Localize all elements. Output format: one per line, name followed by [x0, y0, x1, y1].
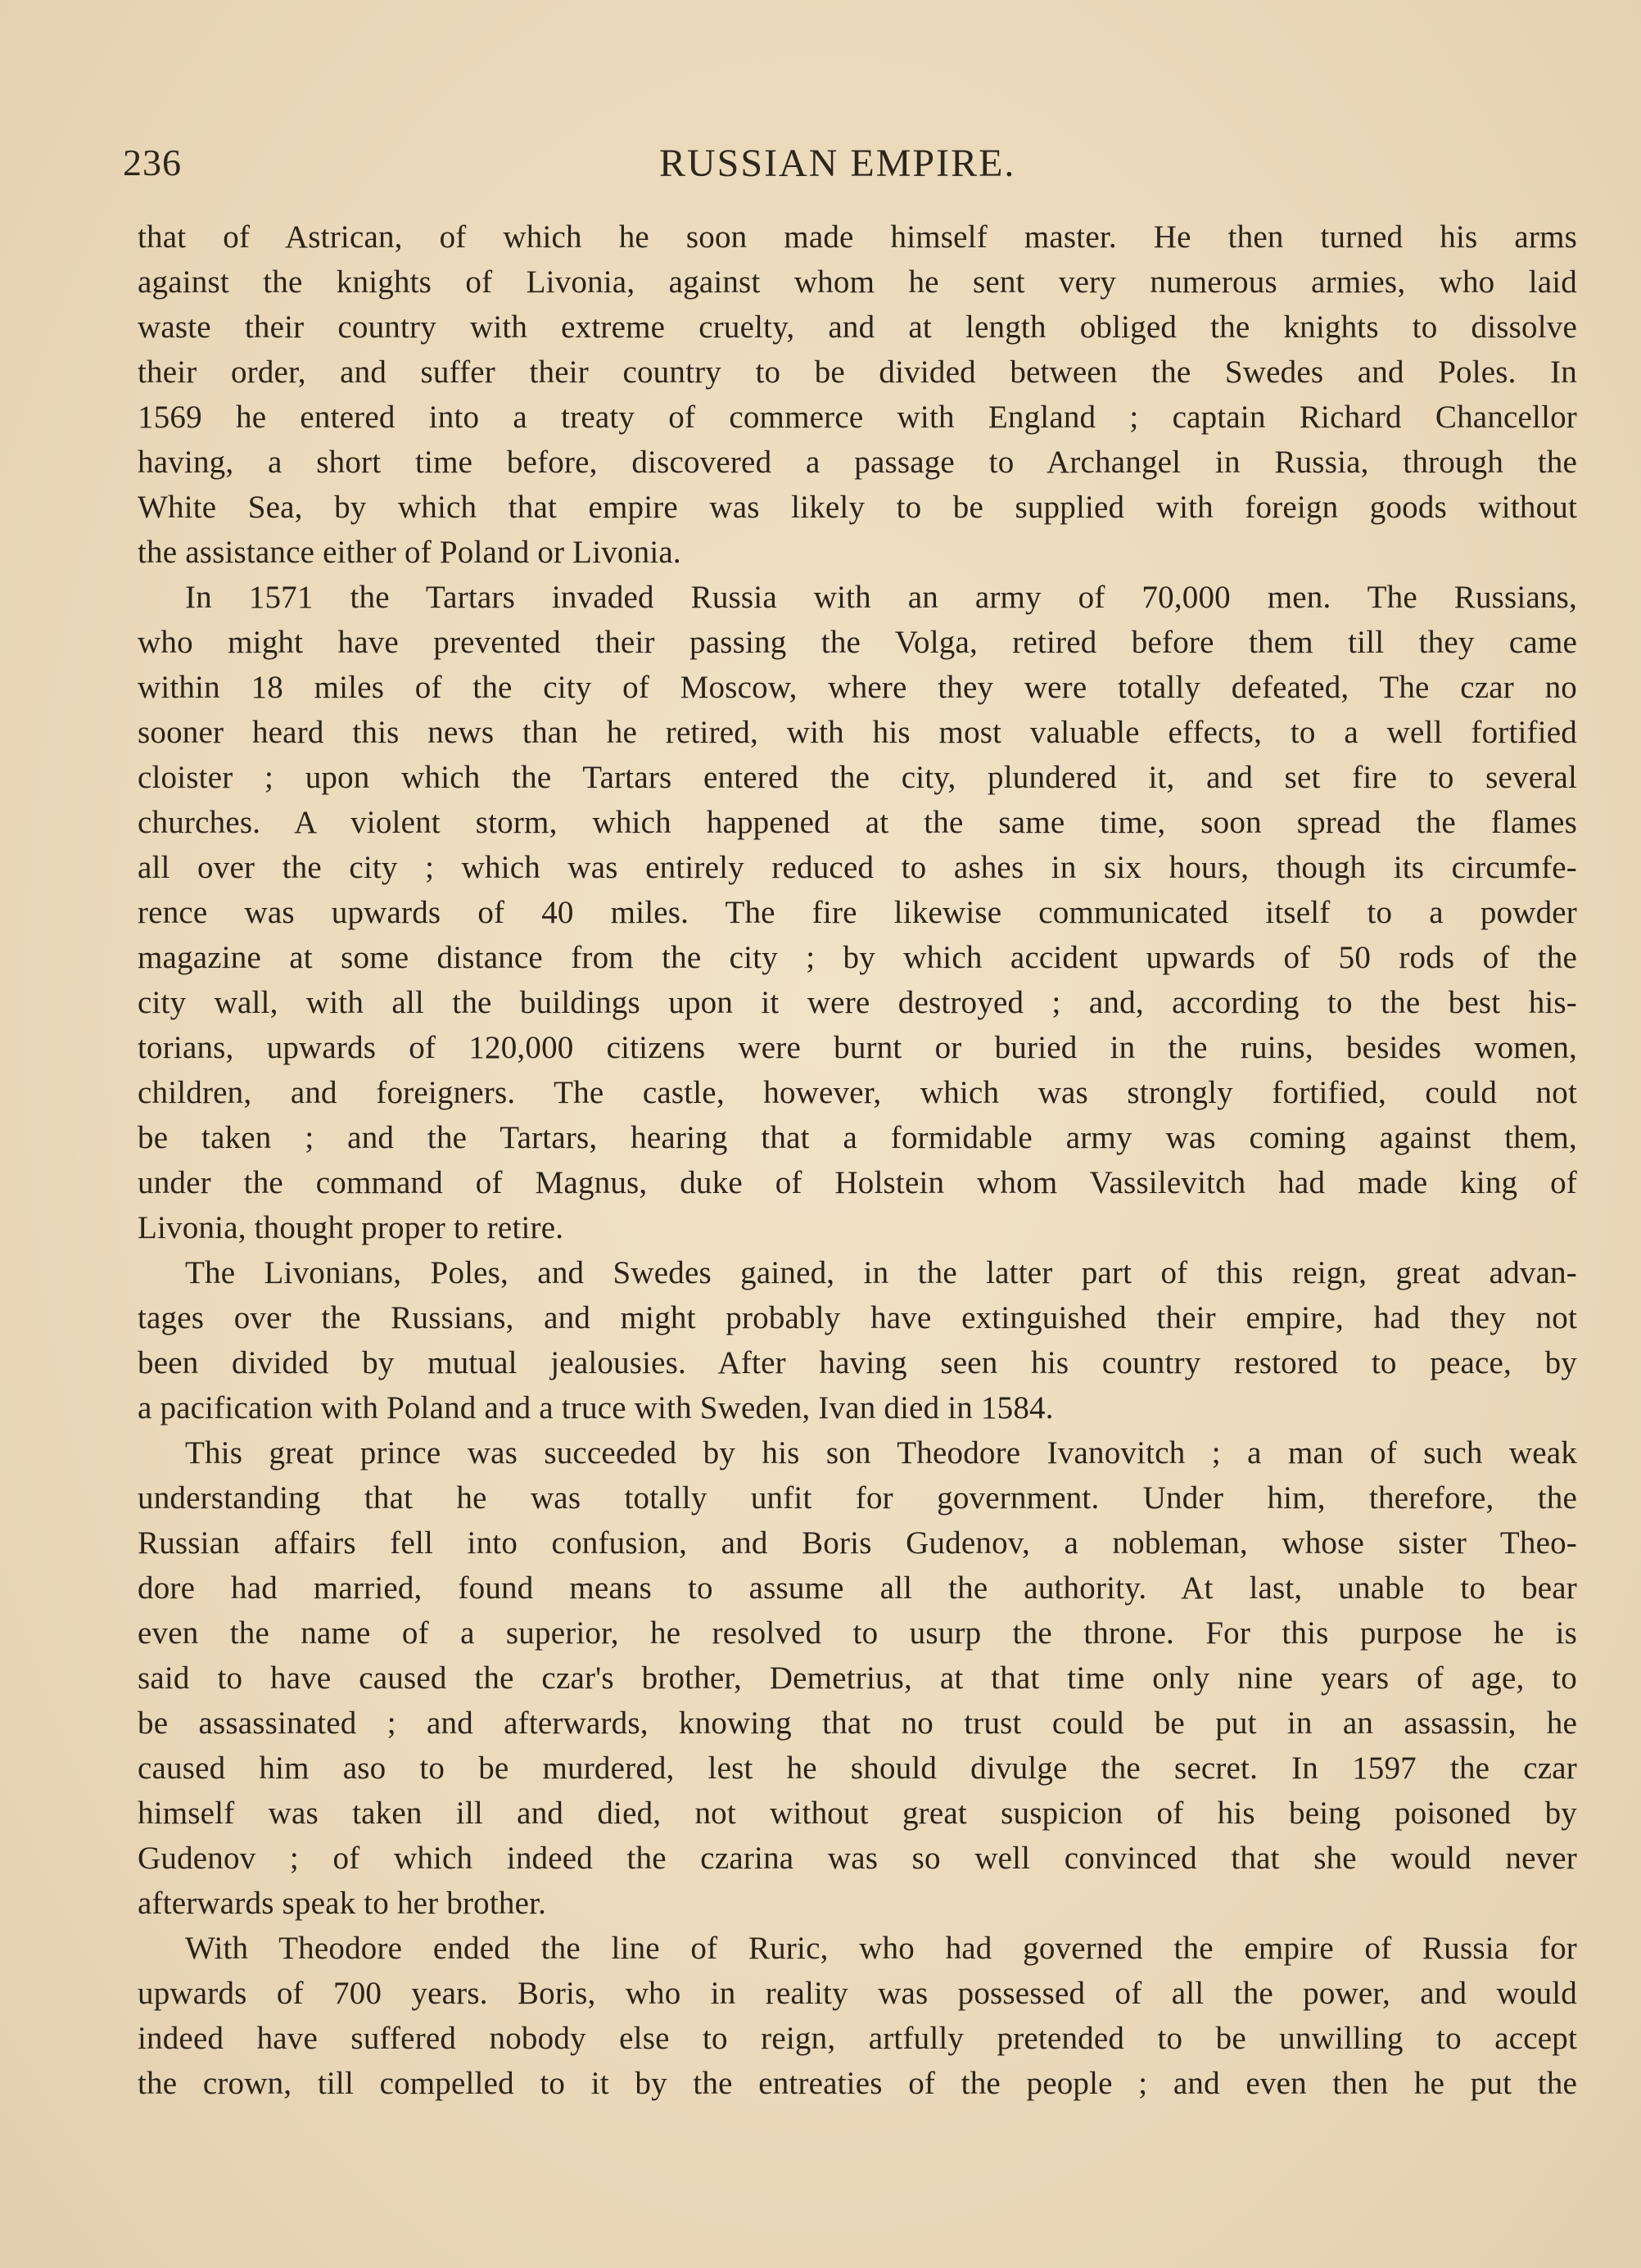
text-line: the crown, till compelled to it by the entreaties of the people ; and even then he put the [138, 2066, 1577, 2101]
text-line: This great prince was succeeded by his son Theodore Ivanovitch ; a man of such weak [185, 1435, 1577, 1471]
text-line: waste their country with extreme cruelty, and at length obliged the knights to dissolve [138, 309, 1577, 345]
text-line: under the command of Magnus, duke of Holstein whom Vassilevitch had made king of [138, 1165, 1577, 1200]
text-line: their order, and suffer their country to be divided between the Swedes and Poles. In [138, 355, 1577, 390]
text-line: even the name of a superior, he resolved to usurp the throne. For this purpose he is [138, 1615, 1577, 1651]
page-header [123, 141, 1580, 198]
text-line: understanding that he was totally unfit for government. Under him, therefore, the [138, 1480, 1577, 1516]
text-line: Russian affairs fell into confusion, and Boris Gudenov, a nobleman, whose sister Theo- [138, 1525, 1577, 1561]
text-line: indeed have suffered nobody else to reign, artfully pretended to be unwilling to accept [138, 2021, 1577, 2056]
text-line: himself was taken ill and died, not without great suspicion of his being poisoned by [138, 1796, 1577, 1831]
text-line: the assistance either of Poland or Livonia. [138, 535, 681, 570]
text-line: dore had married, found means to assume all the authority. At last, unable to bear [138, 1570, 1577, 1606]
text-line: who might have prevented their passing the Volga, retired before them till they came [138, 625, 1577, 660]
text-line: The Livonians, Poles, and Swedes gained, in the latter part of this reign, great advan- [185, 1255, 1577, 1290]
text-line: city wall, with all the buildings upon it were destroyed ; and, according to the best his- [138, 985, 1577, 1020]
text-line: within 18 miles of the city of Moscow, where they were totally defeated, The czar no [138, 670, 1577, 705]
text-line: sooner heard this news than he retired, with his most valuable effects, to a well fortified [138, 715, 1577, 750]
text-line: upwards of 700 years. Boris, who in reality was possessed of all the power, and would [138, 1976, 1577, 2011]
page-number: 236 [123, 142, 182, 183]
text-line: magazine at some distance from the city ; by which accident upwards of 50 rods of the [138, 940, 1577, 975]
text-line: that of Astrican, of which he soon made himself master. He then turned his arms [138, 219, 1577, 255]
text-line: having, a short time before, discovered a passage to Archangel in Russia, through the [138, 445, 1577, 480]
text-line: White Sea, by which that empire was likely to be supplied with foreign goods without [138, 490, 1577, 525]
text-line: afterwards speak to her brother. [138, 1886, 547, 1921]
text-line: Gudenov ; of which indeed the czarina was so well convinced that she would never [138, 1841, 1577, 1876]
text-line: rence was upwards of 40 miles. The fire likewise communicated itself to a powder [138, 895, 1577, 930]
text-line: 1569 he entered into a treaty of commerce with England ; captain Richard Chancellor [138, 400, 1577, 435]
text-line: caused him aso to be murdered, lest he should divulge the secret. In 1597 the czar [138, 1751, 1577, 1786]
text-line: cloister ; upon which the Tartars entered the city, plundered it, and set fire to several [138, 760, 1577, 795]
text-line: be assassinated ; and afterwards, knowing that no trust could be put in an assassin, he [138, 1706, 1577, 1741]
text-line: children, and foreigners. The castle, however, which was strongly fortified, could not [138, 1075, 1577, 1110]
text-line: a pacification with Poland and a truce with Sweden, Ivan died in 1584. [138, 1390, 1054, 1425]
text-line: Livonia, thought proper to retire. [138, 1210, 564, 1245]
text-line: been divided by mutual jealousies. After having seen his country restored to peace, by [138, 1345, 1577, 1380]
text-line: all over the city ; which was entirely reduced to ashes in six hours, though its circumfe- [138, 850, 1577, 885]
text-line: tages over the Russians, and might probably have extinguished their empire, had they not [138, 1300, 1577, 1335]
text-line: be taken ; and the Tartars, hearing that a formidable army was coming against them, [138, 1120, 1577, 1155]
text-line: churches. A violent storm, which happened at the same time, soon spread the flames [138, 805, 1577, 840]
body-text [138, 215, 1577, 2106]
text-line: With Theodore ended the line of Ruric, who had governed the empire of Russia for [185, 1931, 1577, 1966]
running-title: RUSSIAN EMPIRE. [659, 142, 1016, 185]
text-line: In 1571 the Tartars invaded Russia with an army of 70,000 men. The Russians, [185, 580, 1577, 615]
text-line: said to have caused the czar's brother, Demetrius, at that time only nine years of age, to [138, 1660, 1577, 1696]
text-line: torians, upwards of 120,000 citizens were burnt or buried in the ruins, besides women, [138, 1030, 1577, 1065]
text-line: against the knights of Livonia, against whom he sent very numerous armies, who laid [138, 264, 1577, 300]
